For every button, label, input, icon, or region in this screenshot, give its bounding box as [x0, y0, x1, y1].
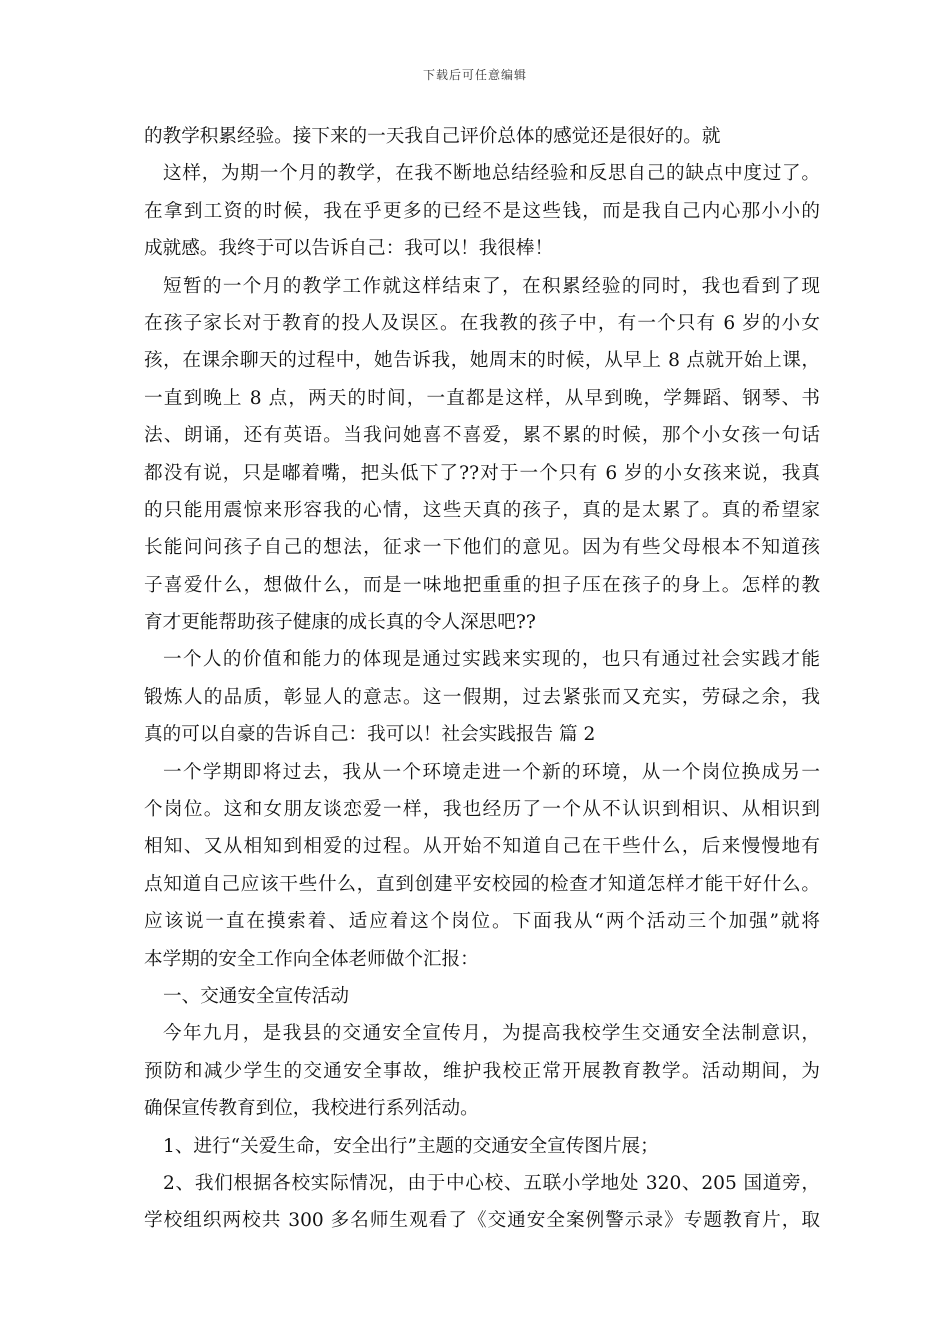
text-line: 预防和减少学生的交通安全事故，维护我校正常开展教育教学。活动期间，为	[144, 1060, 820, 1082]
document-body	[144, 118, 820, 1240]
text-line: 今年九月，是我县的交通安全宣传月，为提高我校学生交通安全法制意识，	[163, 1023, 820, 1045]
text-line: 锻炼人的品质，彰显人的意志。这一假期，过去紧张而又充实，劳碌之余，我	[144, 686, 820, 708]
text-line: 个岗位。这和女朋友谈恋爱一样，我也经历了一个从不认识到相识、从相识到	[144, 799, 820, 821]
text-line: 的教学积累经验。接下来的一天我自己评价总体的感觉还是很好的。就	[144, 126, 721, 147]
text-line: 的只能用震惊来形容我的心情，这些天真的孩子，真的是太累了。真的希望家	[144, 499, 820, 521]
text-line: 真的可以自豪的告诉自己：我可以！社会实践报告 篇 2	[144, 724, 596, 746]
text-line: 一个人的价值和能力的体现是通过实践来实现的，也只有通过社会实践才能	[163, 649, 820, 671]
text-line: 学校组织两校共 300 多名师生观看了《交通安全案例警示录》专题教育片，取	[144, 1210, 820, 1232]
text-line: 短暂的一个月的教学工作就这样结束了，在积累经验的同时，我也看到了现	[163, 275, 820, 297]
text-line: 子喜爱什么，想做什么，而是一味地把重重的担子压在孩子的身上。怎样的教	[144, 574, 820, 596]
text-line: 1、进行“关爱生命，安全出行”主题的交通安全宣传图片展；	[163, 1135, 659, 1157]
text-line: 一直到晚上 8 点，两天的时间，一直都是这样，从早到晚，学舞蹈、钢琴、书	[144, 387, 820, 409]
text-line: 一、交通安全宣传活动	[163, 985, 349, 1007]
text-line: 长能问问孩子自己的想法，征求一下他们的意见。因为有些父母根本不知道孩	[144, 537, 820, 559]
text-line: 都没有说，只是嘟着嘴，把头低下了??对于一个只有 6 岁的小女孩来说，我真	[144, 462, 820, 484]
text-line: 孩，在课余聊天的过程中，她告诉我，她周末的时候，从早上 8 点就开始上课，	[144, 350, 820, 372]
text-line: 在孩子家长对于教育的投人及误区。在我教的孩子中，有一个只有 6 岁的小女	[144, 312, 820, 334]
text-line: 这样，为期一个月的教学，在我不断地总结经验和反思自己的缺点中度过了。	[163, 163, 820, 185]
text-line: 育才更能帮助孩子健康的成长真的令人深思吧??	[144, 612, 536, 634]
text-line: 确保宣传教育到位，我校进行系列活动。	[144, 1098, 479, 1120]
text-line: 应该说一直在摸索着、适应着这个岗位。下面我从“两个活动三个加强”就将	[144, 911, 820, 933]
text-line: 在拿到工资的时候，我在乎更多的已经不是这些钱，而是我自己内心那小小的	[144, 200, 820, 222]
text-line: 法、朗诵，还有英语。当我问她喜不喜爱，累不累的时候，那个小女孩一句话	[144, 425, 820, 447]
text-line: 2、我们根据各校实际情况，由于中心校、五联小学地处 320、205 国道旁，	[163, 1172, 820, 1194]
text-line: 本学期的安全工作向全体老师做个汇报：	[144, 948, 479, 970]
text-line: 一个学期即将过去，我从一个环境走进一个新的环境，从一个岗位换成另一	[163, 761, 820, 783]
text-line: 点知道自己应该干些什么，直到创建平安校园的检查才知道怎样才能干好什么。	[144, 873, 820, 895]
page-header: 下载后可任意编辑	[422, 68, 527, 82]
text-line: 相知、又从相知到相爱的过程。从开始不知道自己在干些什么，后来慢慢地有	[144, 836, 820, 858]
text-line: 成就感。我终于可以告诉自己：我可以！我很棒！	[144, 238, 554, 260]
